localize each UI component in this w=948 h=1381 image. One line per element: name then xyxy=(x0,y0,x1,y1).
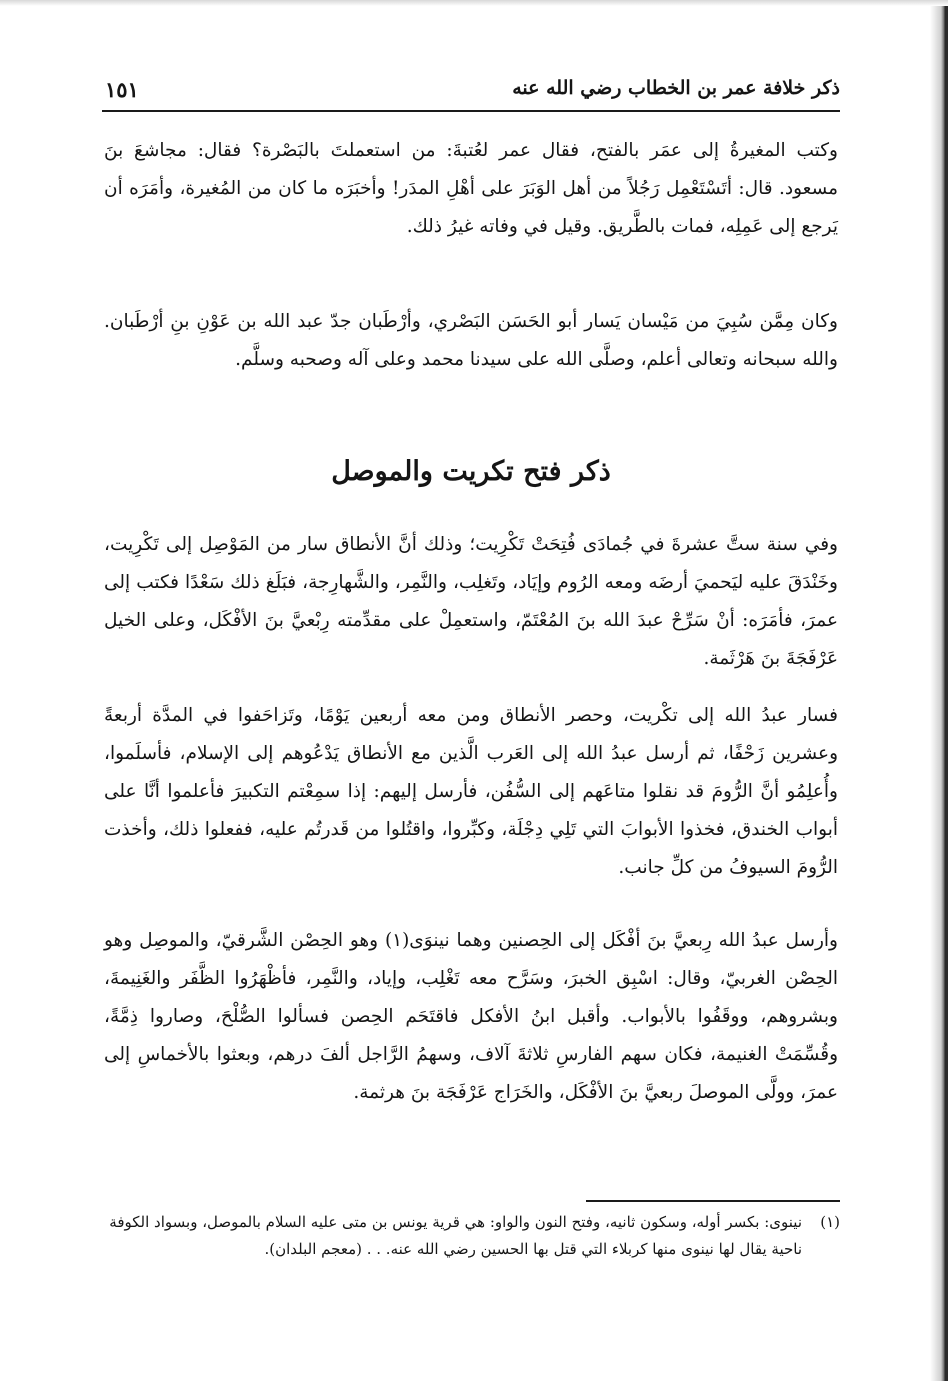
paragraph-mughira-letter: وكتب المغيرةُ إلى عمَر بالفتح، فقال عمر لعُتبةَ: من استعملتَ بالبَصْرة؟ فقال: مجاشعَ بنَ مسعود. قال: أتَسْتَعْمِل رَجُلاً من أهل الوَبَرَ على أهْلِ المدَر! وأخبَرَه ما كان من المُغيرة، وأمَرَه أن يَرجع إلى عَمِلِه، فمات بالطَّريق. وقيل في وفاته غيرُ ذلك. xyxy=(104,140,838,237)
paragraph-mosul: وأرسل عبدُ الله رِبعيَّ بنَ أفْكَل إلى الحِصنين وهما نينوَى(١) وهو الحِصْن الشَّرقيّ، والموصِل وهو الحِصْن الغربيّ، وقال: اسْبِق الخبرَ، وسَرَّح معه تَغْلِب، وإياد، والنَّمِر، فأظْهَرُوا الظَّفَر والغَنِيمةَ، وبشروهم، ووقَفُوا بالأبواب. وأقبل ابنُ الأفكل فاقتَحَم الحِصن فسألوا الصُّلْحَ، وصاروا ذِمَّةً، وقُسِّمَتْ الغنيمة، فكان سهم الفارسِ ثلاثةَ آلاف، وسهمُ الرَّاجل ألفَ درهم، وبعثوا بالأخماسِ إلى عمرَ، وولَّى الموصلَ ربعيَّ بنَ الأفْكَل، والخَرَاج عَرْفَجَة بنَ هرثمة. xyxy=(104,930,838,1103)
paragraph-tikrit-intro: وفي سنة ستَّ عشرةَ في جُمادَى فُتِحَتْ تَكْرِيت؛ وذلك أنَّ الأنطاق سار من المَوْصِل إلى تَكْرِيت، وخَنْدَقَ عليه ليَحميَ أرضَه ومعه الرُوم وإيَاد، وتَغلِب، والنَّمِر، والشَّهارِجة، فبَلَغ ذلك سَعْدًا فكتب إلى عمرَ، فأمَرَه: أنْ سَرِّحْ عبدَ الله بنَ المُعْتَمّ، واستعمِلْ على مقدِّمته رِبْعيَّ بنَ الأفْكَل، وعلى الخيل عَرْفَجَةَ بنَ هَرْثَمة. xyxy=(104,534,838,669)
paragraph-captives: وكان مِمَّن سُبِيَ من مَيْسان يَسار أبو الحَسَن البَصْري، وأرْطَبان جدّ عبد الله بن عَوْنِ بنِ أرْطَبان. والله سبحانه وتعالى أعلم، وصلَّى الله على سيدنا محمد وعلى آله وصحبه وسلَّم. xyxy=(104,311,838,370)
page-edge-shadow xyxy=(930,0,948,1381)
running-header-title: ذكر خلافة عمر بن الخطاب رضي الله عنه xyxy=(512,77,840,99)
footnote-text: نينوى: بكسر أوله، وسكون ثانيه، وفتح النون والواو: هي قرية يونس بن متى عليه السلام بالموصل، وبسواد الكوفة ناحية يقال لها نينوى منها كربلاء التي قتل بها الحسين رضي الله عنه. . . (معجم البلدان). xyxy=(109,1213,802,1258)
footnote xyxy=(98,1209,840,1263)
header-rule xyxy=(102,110,840,112)
page-number: ١٥١ xyxy=(105,77,139,102)
paragraph-siege: فسار عبدُ الله إلى تكْريت، وحصر الأنطاق ومن معه أربعين يَوْمًا، وتَزاحَفوا في المدَّة أربعةً وعشرين زَحْفًا، ثم أرسل عبدُ الله إلى العَرب الَّذين مع الأنطاق يَدْعُوهم إلى الإسلام، فأسلَموا، وأُعلِمُو أنَّ الرُّومَ قد نقلوا متاعَهم إلى السُّفُن، فأرسل إليهم: إذا سمِعْتم التكبيرَ فأعلموا أنَّا على أبواب الخندق، فخذوا الأبوابَ التي تَلِي دِجْلَة، وكبِّروا، واقتُلوا من قَدرتُم عليه، ففعلوا ذلك، وأخذت الرُّومَ السيوفُ من كلِّ جانب. xyxy=(104,705,838,878)
footnote-rule xyxy=(586,1200,840,1202)
page-top-shadow xyxy=(0,0,948,6)
footnote-marker: (١) xyxy=(820,1213,840,1231)
section-heading: ذكر فتح تكريت والموصل xyxy=(331,456,611,487)
